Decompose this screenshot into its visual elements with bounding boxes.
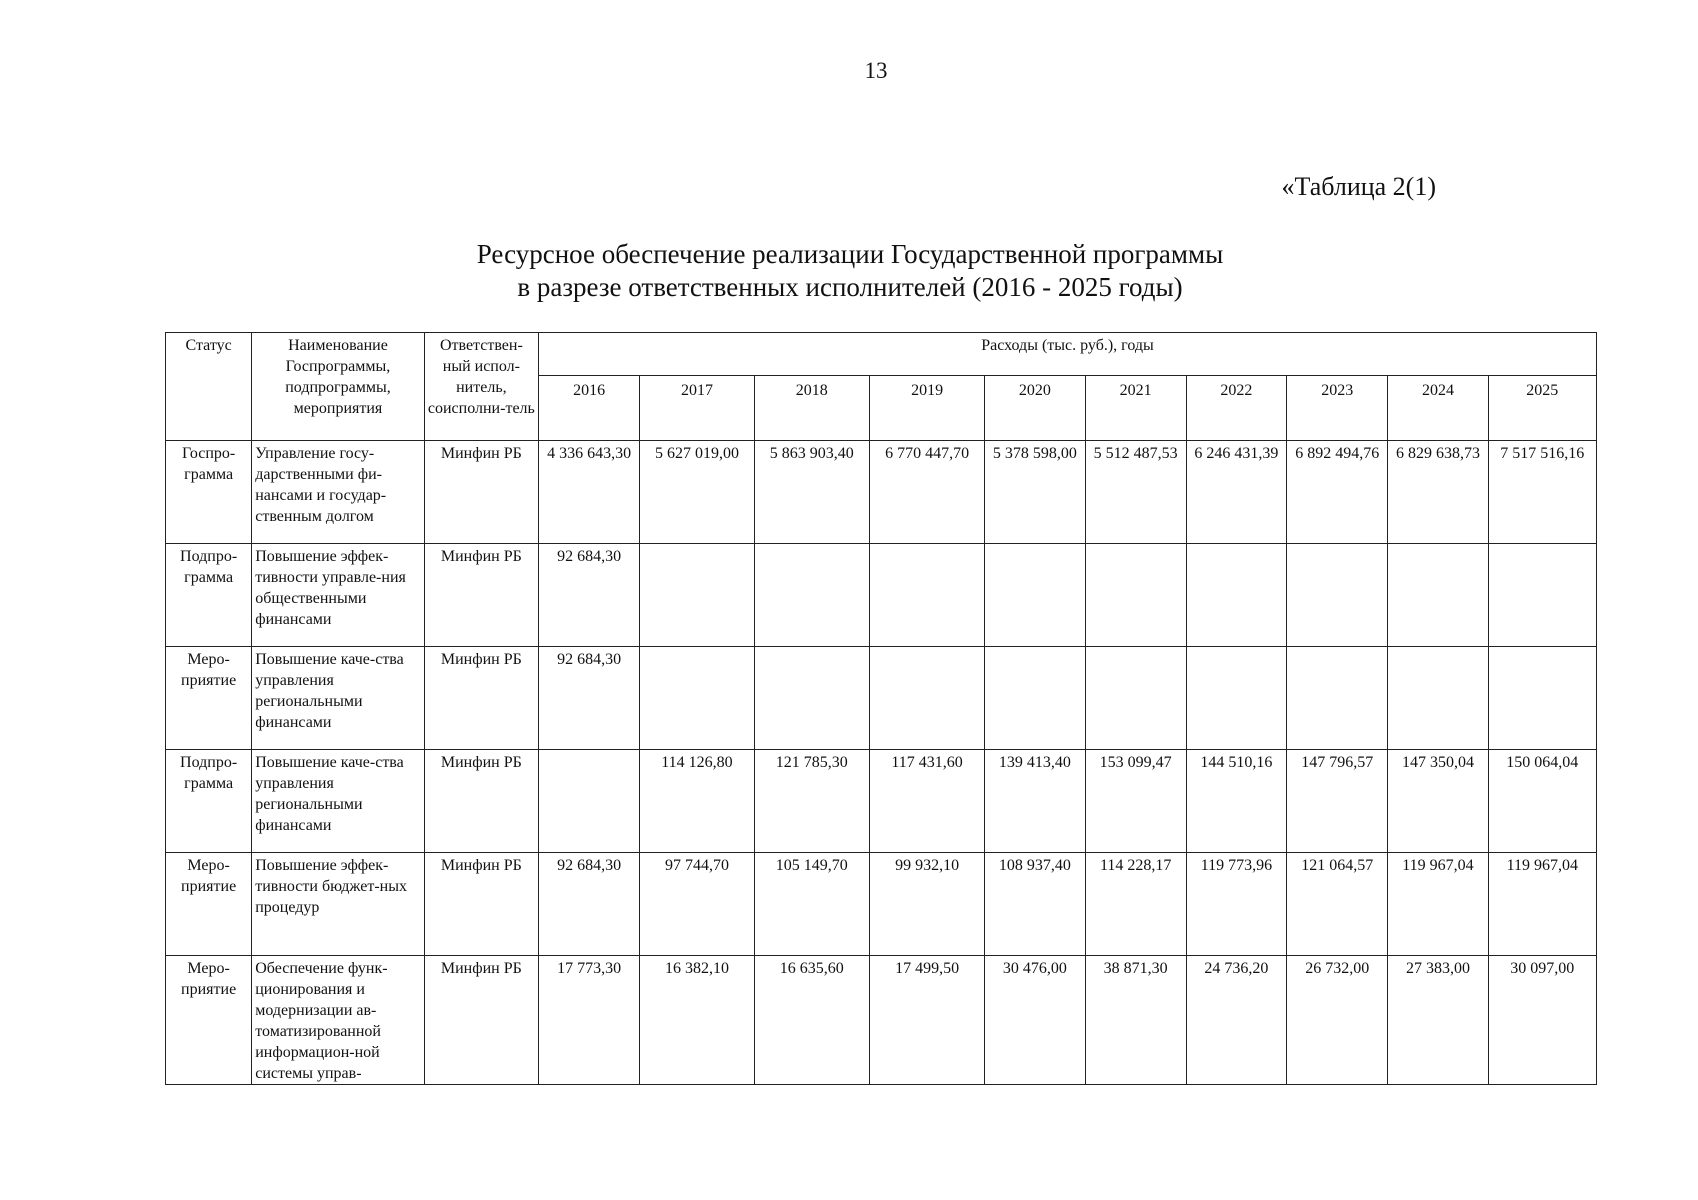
- row-value: 114 126,80: [640, 750, 754, 853]
- row-executor: Минфин РБ: [424, 544, 538, 647]
- header-name: Наименование Госпрограммы, подпрограммы, мероприятия: [252, 333, 424, 441]
- table-row: [166, 544, 1597, 647]
- row-value: [1186, 647, 1286, 750]
- row-status: Меро-приятие: [166, 647, 252, 750]
- document-title-line-1: Ресурсное обеспечение реализации Государственной программы: [476, 239, 1224, 269]
- resource-table: [165, 332, 1597, 1085]
- row-value: 92 684,30: [539, 853, 640, 956]
- row-name: Управление госу-дарственными фи-нансами и государ-ственным долгом: [252, 441, 424, 544]
- header-year: 2017: [640, 376, 754, 441]
- row-value: 16 635,60: [754, 956, 869, 1085]
- row-executor: Минфин РБ: [424, 441, 538, 544]
- header-status: Статус: [166, 333, 252, 441]
- row-status: Подпро-грамма: [166, 544, 252, 647]
- header-year: 2024: [1388, 376, 1488, 441]
- row-status: Госпро-грамма: [166, 441, 252, 544]
- row-value: 97 744,70: [640, 853, 754, 956]
- row-value: 4 336 643,30: [539, 441, 640, 544]
- header-year: 2019: [869, 376, 984, 441]
- row-value: 119 773,96: [1186, 853, 1286, 956]
- row-value: 16 382,10: [640, 956, 754, 1085]
- header-executor: Ответствен-ный испол-нитель, соисполни-тель: [424, 333, 538, 441]
- row-name: Обеспечение функ-ционирования и модернизации ав-томатизированной информацион-ной системы управ-: [252, 956, 424, 1085]
- row-name: Повышение эффек-тивности бюджет-ных процедур: [252, 853, 424, 956]
- row-name: Повышение каче-ства управления региональными финансами: [252, 750, 424, 853]
- table-row: [166, 441, 1597, 544]
- row-value: 92 684,30: [539, 544, 640, 647]
- row-value: 6 829 638,73: [1388, 441, 1488, 544]
- table-row: [166, 853, 1597, 956]
- header-year: 2022: [1186, 376, 1286, 441]
- row-value: 105 149,70: [754, 853, 869, 956]
- header-year: 2021: [1085, 376, 1186, 441]
- row-executor: Минфин РБ: [424, 956, 538, 1085]
- row-value: [869, 647, 984, 750]
- row-value: 26 732,00: [1287, 956, 1388, 1085]
- row-value: 30 097,00: [1488, 956, 1596, 1085]
- row-value: 121 064,57: [1287, 853, 1388, 956]
- row-value: 5 627 019,00: [640, 441, 754, 544]
- table-row: [166, 956, 1597, 1085]
- row-executor: Минфин РБ: [424, 853, 538, 956]
- row-value: 108 937,40: [985, 853, 1085, 956]
- row-status: Подпро-грамма: [166, 750, 252, 853]
- row-value: 5 512 487,53: [1085, 441, 1186, 544]
- header-year: 2018: [754, 376, 869, 441]
- row-status: Меро-приятие: [166, 853, 252, 956]
- table-row: [166, 750, 1597, 853]
- table-row: [166, 647, 1597, 750]
- row-value: 6 246 431,39: [1186, 441, 1286, 544]
- row-value: 99 932,10: [869, 853, 984, 956]
- header-year: 2025: [1488, 376, 1596, 441]
- row-value: [1287, 544, 1388, 647]
- row-value: [1388, 647, 1488, 750]
- row-value: 121 785,30: [754, 750, 869, 853]
- row-value: 6 892 494,76: [1287, 441, 1388, 544]
- row-value: [640, 647, 754, 750]
- document-title-line-2: в разрезе ответственных исполнителей (2016 - 2025 годы): [517, 272, 1183, 302]
- row-name: Повышение эффек-тивности управле-ния общественными финансами: [252, 544, 424, 647]
- header-year: 2020: [985, 376, 1085, 441]
- row-status: Меро-приятие: [166, 956, 252, 1085]
- row-value: 147 350,04: [1388, 750, 1488, 853]
- row-value: [985, 544, 1085, 647]
- row-value: 144 510,16: [1186, 750, 1286, 853]
- row-value: [1488, 544, 1596, 647]
- row-executor: Минфин РБ: [424, 647, 538, 750]
- row-value: 27 383,00: [1388, 956, 1488, 1085]
- row-value: 17 499,50: [869, 956, 984, 1085]
- row-value: 17 773,30: [539, 956, 640, 1085]
- row-value: 30 476,00: [985, 956, 1085, 1085]
- header-year: 2016: [539, 376, 640, 441]
- row-value: [754, 647, 869, 750]
- row-value: [754, 544, 869, 647]
- row-value: 38 871,30: [1085, 956, 1186, 1085]
- header-year: 2023: [1287, 376, 1388, 441]
- row-value: [985, 647, 1085, 750]
- row-value: [869, 544, 984, 647]
- document-title: [0, 238, 1698, 304]
- row-value: [1287, 647, 1388, 750]
- row-value: 139 413,40: [985, 750, 1085, 853]
- row-value: 119 967,04: [1388, 853, 1488, 956]
- row-value: 147 796,57: [1287, 750, 1388, 853]
- row-value: 6 770 447,70: [869, 441, 984, 544]
- row-value: [539, 750, 640, 853]
- row-value: 117 431,60: [869, 750, 984, 853]
- row-value: [640, 544, 754, 647]
- row-value: 119 967,04: [1488, 853, 1596, 956]
- row-value: 150 064,04: [1488, 750, 1596, 853]
- row-value: 5 863 903,40: [754, 441, 869, 544]
- table-label: «Таблица 2(1): [1281, 172, 1436, 201]
- header-expenses: Расходы (тыс. руб.), годы: [539, 333, 1597, 376]
- table-body: [166, 441, 1597, 1085]
- row-value: 7 517 516,16: [1488, 441, 1596, 544]
- row-value: 24 736,20: [1186, 956, 1286, 1085]
- row-value: 153 099,47: [1085, 750, 1186, 853]
- row-value: 5 378 598,00: [985, 441, 1085, 544]
- row-value: [1388, 544, 1488, 647]
- row-value: 114 228,17: [1085, 853, 1186, 956]
- page-number: 13: [864, 58, 888, 83]
- row-value: [1186, 544, 1286, 647]
- row-value: [1085, 647, 1186, 750]
- row-value: [1085, 544, 1186, 647]
- row-value: [1488, 647, 1596, 750]
- row-value: 92 684,30: [539, 647, 640, 750]
- row-executor: Минфин РБ: [424, 750, 538, 853]
- row-name: Повышение каче-ства управления региональными финансами: [252, 647, 424, 750]
